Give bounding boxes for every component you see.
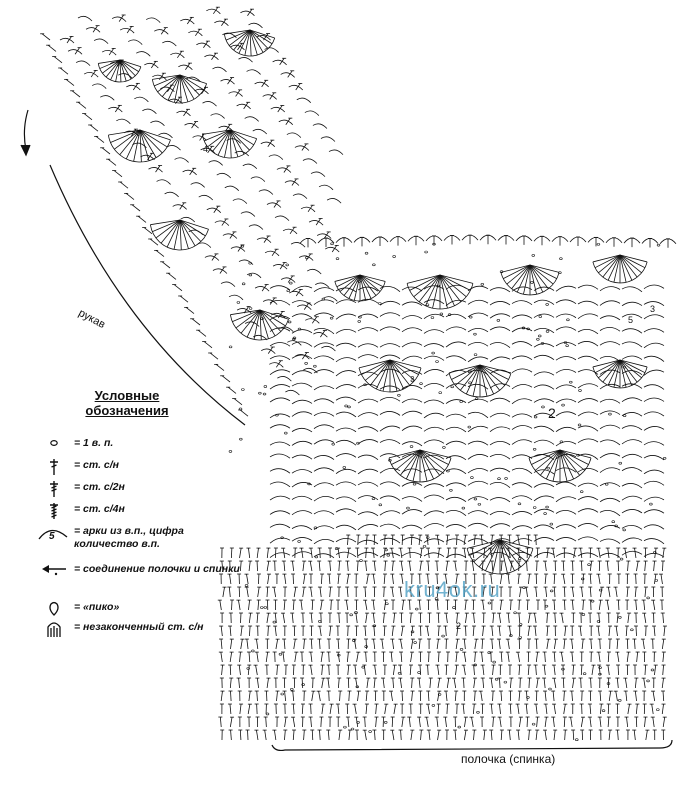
- sleeve-direction-arrowhead: [21, 145, 30, 155]
- diagram-outline: [21, 110, 672, 750]
- front-back-label: полочка (спинка): [461, 752, 556, 766]
- legend-text: = 1 в. п.: [74, 437, 114, 449]
- sleeve-label: рукав: [76, 307, 108, 331]
- picot-icon: [40, 601, 68, 617]
- treble-crochet-icon: [40, 481, 68, 497]
- row-number-4: 4: [203, 144, 209, 154]
- legend-text: = соединение полочки и спинки: [74, 563, 240, 575]
- sleeve-bracket: [50, 165, 245, 425]
- chain-circle-icon: [40, 437, 68, 453]
- legend-text: = ст. с/н: [74, 459, 120, 471]
- bottom-bracket: [272, 740, 672, 750]
- legend-title: Условные обозначения: [85, 388, 169, 418]
- legend-text: = ст. с/4н: [74, 503, 125, 515]
- arch-count-label: 5: [49, 531, 55, 541]
- row-number-3: 3: [650, 304, 656, 314]
- row-number-2b: 2: [456, 621, 462, 631]
- join-arrow-icon: [40, 563, 68, 579]
- legend-text: = «пико»: [74, 601, 120, 613]
- legend-text: = ст. с/2н: [74, 481, 125, 493]
- double-crochet-icon: [40, 459, 68, 475]
- unfinished-stitch-icon: [40, 621, 68, 637]
- row-number-2: 2: [548, 405, 556, 421]
- legend-text: = арки из в.п., цифра количество в.п.: [74, 525, 184, 550]
- row-number-5: 5: [628, 315, 634, 325]
- legend-text: = незаконченный ст. с/н: [74, 621, 204, 633]
- watermark: kru4ok.ru: [404, 577, 501, 602]
- sleeve-direction-arrow: [24, 110, 28, 150]
- quad-crochet-icon: [40, 503, 68, 519]
- chain-arch-icon: [34, 525, 68, 541]
